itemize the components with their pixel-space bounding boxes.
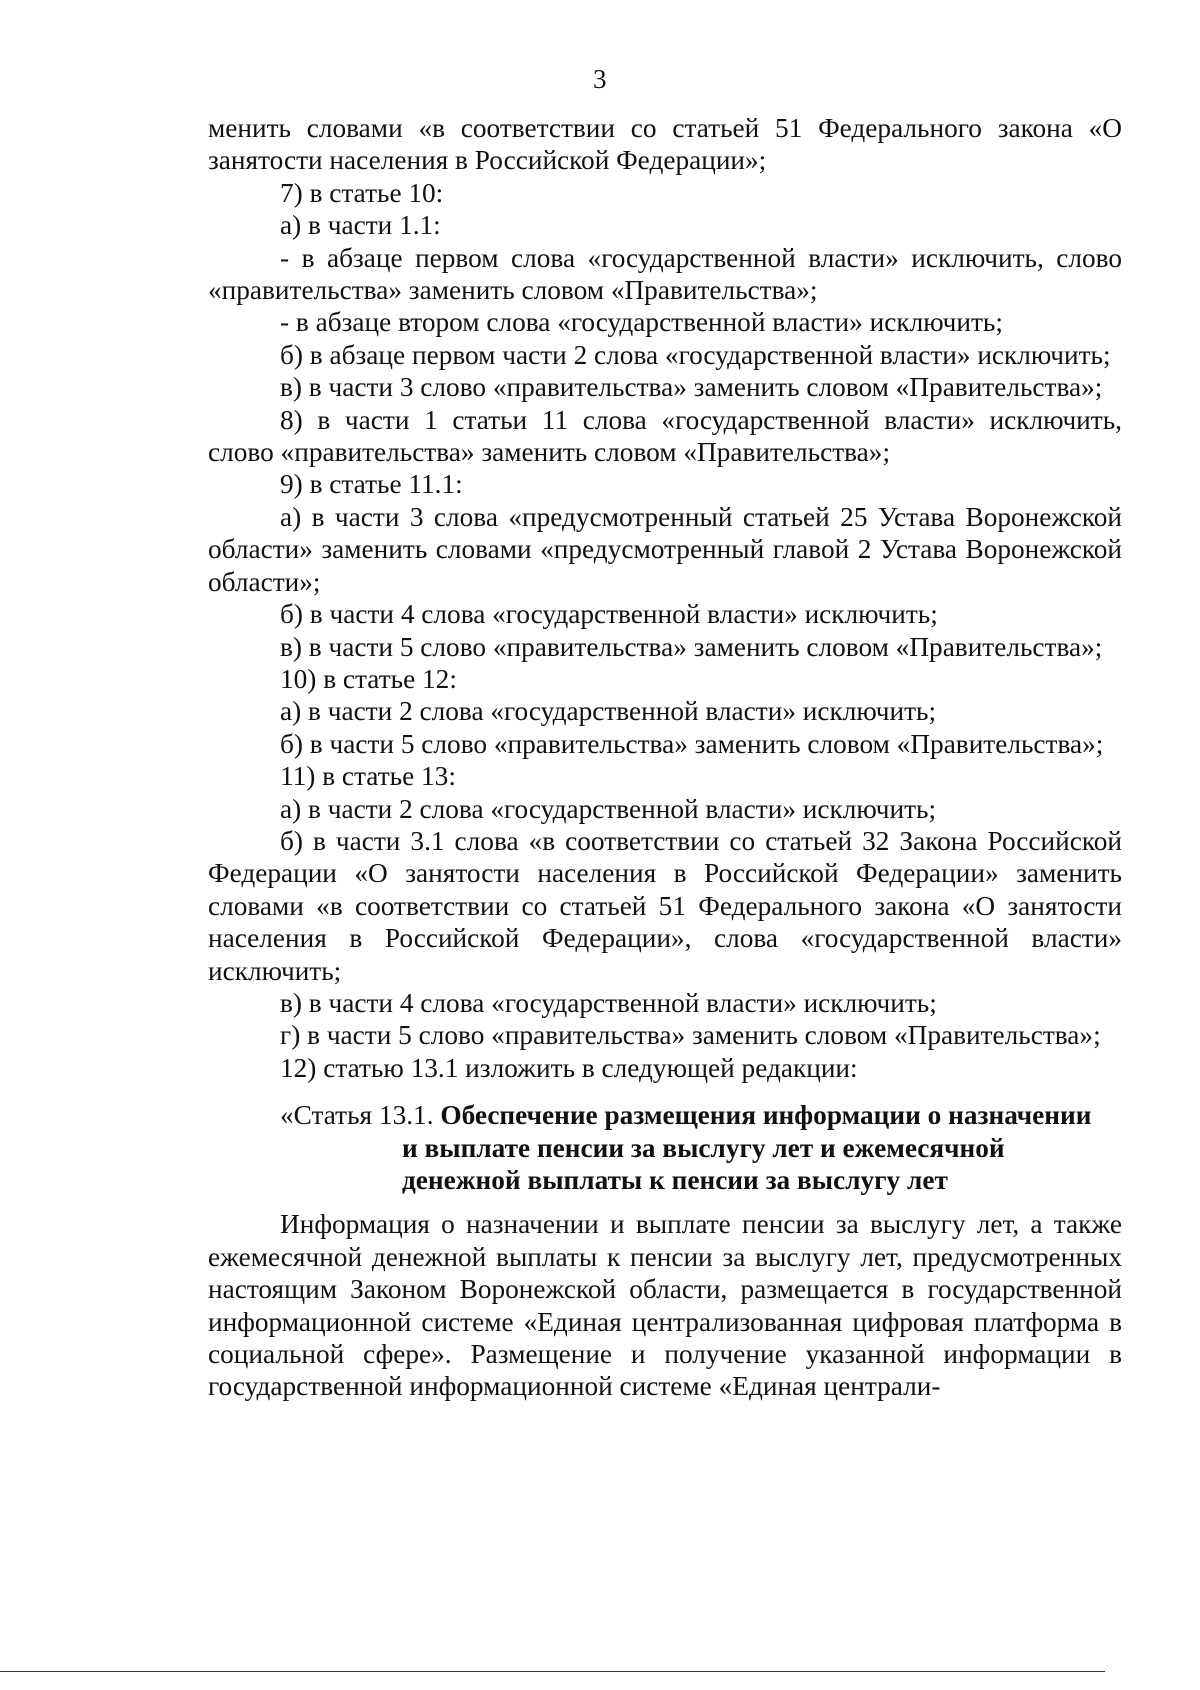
article-title-line-2: и выплате пенсии за выслугу лет и ежемесячной (402, 1132, 1005, 1163)
list-item: б) в части 5 слово «правительства» заменить словом «Правительства»; (280, 728, 1104, 759)
article-body: Информация о назначении и выплате пенсии за выслугу лет, а также ежемесячной денежной выплаты к пенсии за выслугу лет, предусмотренных настоящим Законом Воронежской области, размещается в государственной информационной системе «Единая централизованная цифровая платформа в социальной сфере». Размещение и получение указанной информации в государственной информационной системе «Единая централи- (208, 1209, 1122, 1402)
list-item: б) в части 3.1 слова «в соответствии со статьей 32 Закона Российской Федерации «О занятости населения в Российской Федерации» заменить словами «в соответствии со статьей 51 Федерального закона «О занятости населения в Российской Федерации», слова «государственной власти» исключить; (208, 825, 1122, 986)
list-item: а) в части 3 слова «предусмотренный статьей 25 Устава Воронежской области» заменить словами «предусмотренный главой 2 Устава Воронежской области»; (208, 501, 1122, 597)
list-item: г) в части 5 слово «правительства» заменить словом «Правительства»; (280, 1020, 1101, 1051)
list-item: в) в части 4 слова «государственной власти» исключить; (280, 987, 937, 1018)
article-title-line-1: Обеспечение размещения информации о назначении (440, 1100, 1092, 1131)
list-item: б) в абзаце первом части 2 слова «государственной власти» исключить; (280, 339, 1111, 370)
list-item: 12) статью 13.1 изложить в следующей редакции: (280, 1052, 858, 1083)
article-title-line-3: денежной выплаты к пенсии за выслугу лет (402, 1165, 948, 1195)
list-item: б) в части 4 слова «государственной власти» исключить; (280, 599, 938, 630)
list-item: а) в части 1.1: (280, 210, 441, 241)
list-item: 9) в статье 11.1: (280, 469, 463, 500)
list-item: - в абзаце первом слова «государственной власти» исключить, слово «правительства» заменить словом «Правительства»; (208, 242, 1122, 306)
list-item: 8) в части 1 статьи 11 слова «государственной власти» исключить, слово «правительства» заменить словом «Правительства»; (208, 404, 1122, 468)
list-item: а) в части 2 слова «государственной власти» исключить; (280, 793, 937, 824)
list-item: - в абзаце втором слова «государственной власти» исключить; (280, 307, 1003, 338)
paragraph: менить словами «в соответствии со статьей 51 Федерального закона «О занятости населения в Российской Федерации»; (208, 113, 1122, 176)
footer-rule (0, 1671, 1105, 1672)
list-item: в) в части 3 слово «правительства» заменить словом «Правительства»; (280, 372, 1103, 403)
list-item: в) в части 5 слово «правительства» заменить словом «Правительства»; (280, 631, 1103, 662)
list-item: 10) в статье 12: (280, 663, 457, 694)
article-prefix: «Статья 13.1. (280, 1100, 441, 1131)
list-item: 11) в статье 13: (280, 761, 456, 792)
list-item: 7) в статье 10: (280, 177, 444, 208)
list-item: а) в части 2 слова «государственной власти» исключить; (280, 696, 937, 727)
page-number: 3 (593, 64, 607, 94)
document-body (208, 112, 1122, 1403)
article-heading (208, 1099, 1122, 1196)
